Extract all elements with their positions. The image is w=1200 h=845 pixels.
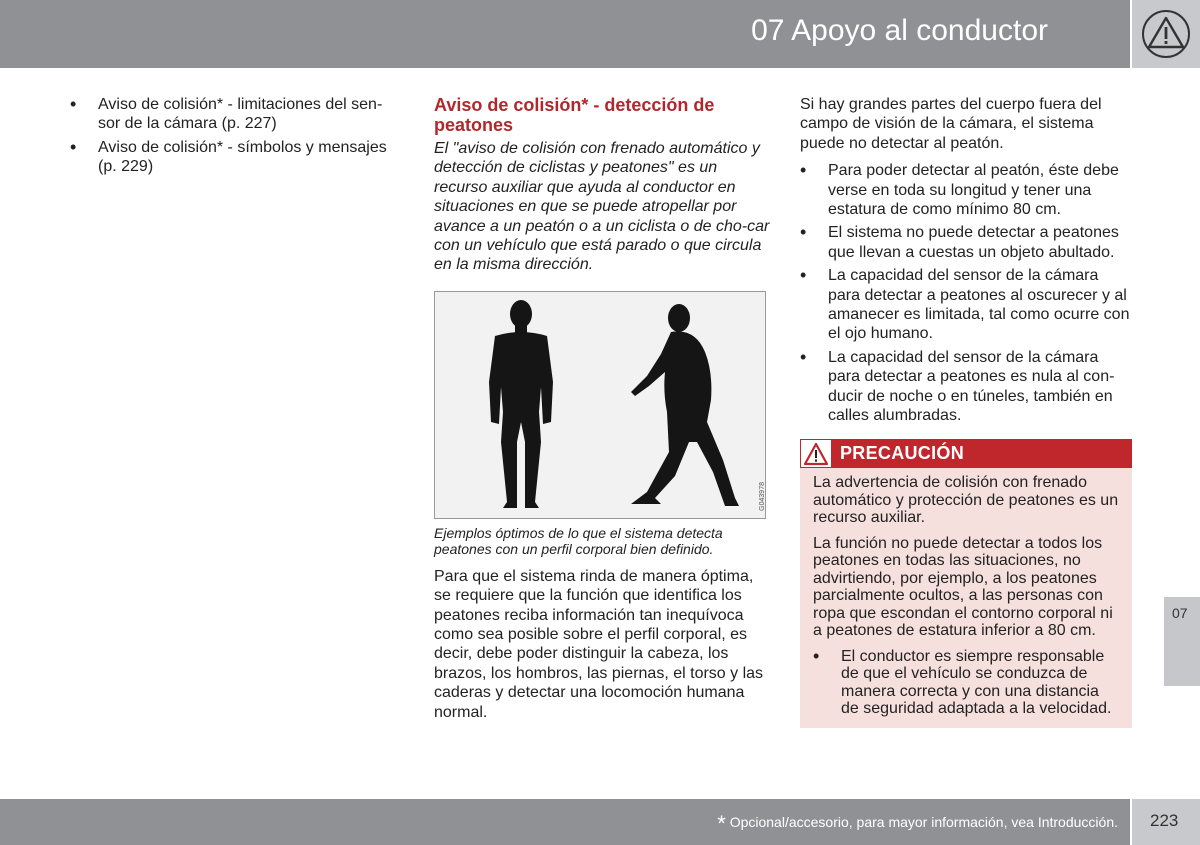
caution-icon-box [800,439,832,468]
related-links-list [70,95,395,177]
caution-list [813,648,1120,718]
left-column [70,95,395,181]
list-item: • La capacidad del sensor de la cámara para detectar a peatones es nula al con-ducir de noche o en túneles, también en calles alumbradas. [800,348,1134,426]
caution-paragraph: La advertencia de colisión con frenado automático y protección de peatones es un recurso auxiliar. [813,474,1119,526]
list-item: • La capacidad del sensor de la cámara para detectar a peatones al oscurecer y al amanecer es limitada, tal como ocurre con el ojo humano. [800,266,1134,344]
figure-code: G043978 [759,481,766,511]
chapter-title: 07 Apoyo al conductor [751,14,1048,47]
pedestrian-silhouettes [435,292,767,520]
footnote-text: Opcional/accesorio, para mayor información, vea Introducción. [729,814,1118,830]
chapter-tab-label: 07 [1172,605,1188,621]
caution-body [800,468,1132,718]
figure-caption: Ejemplos óptimos de lo que el sistema detecta peatones con un perfil corporal bien definido. [434,524,723,557]
warning-triangle-icon [803,442,829,466]
pedestrian-figure [434,291,766,519]
page-number: 223 [1150,811,1179,830]
list-item: • Para poder detectar al peatón, éste debe verse en toda su longitud y tener una estatura de como mínimo 80 cm. [800,161,1134,219]
caution-paragraph: La función no puede detectar a todos los peatones en todas las situaciones, no advirtiendo, por ejemplo, a los peatones parcialmente ocultos, a las personas con ropa que escondan el contorno corporal ni a peatones de estatura inferior a 80 cm. [813,534,1113,639]
page-number-box [1132,799,1200,845]
body-paragraph: Para que el sistema rinda de manera óptima, se requiere que la función que identifica los peatones reciba información tan inequívoca como sea posible sobre el perfil corporal, es decir, debe poder distinguir la cabeza, los brazos, los hombros, las piernas, el torso y las caderas y detectar una locomoción humana normal. [434,567,764,721]
caution-title: PRECAUCIÓN [840,443,965,463]
lead-paragraph: Si hay grandes partes del cuerpo fuera del campo de visión de la cámara, el sistema puede no detectar al peatón. [800,96,1102,152]
caution-header [800,439,1132,468]
footnote-star: * [717,811,726,836]
right-column [800,95,1134,430]
warning-triangle-icon [1141,9,1191,59]
header-icon-box [1132,0,1200,68]
list-item: • El conductor es siempre responsable de que el vehículo se conduzca de manera correcta y con una distancia de seguridad adaptada a la velocidad. [813,648,1120,718]
chapter-tab[interactable] [1164,597,1200,686]
list-item: • El sistema no puede detectar a peatones que llevan a cuestas un objeto abultado. [800,223,1134,262]
page-header [0,0,1130,68]
page-footer [0,799,1130,845]
limitations-list [800,161,1134,425]
section-title: Aviso de colisión* - detección de peatones [434,95,715,135]
footer-note [717,811,1118,837]
caution-box [800,439,1132,728]
list-item[interactable]: • Aviso de colisión* - limitaciones del sen-sor de la cámara (p. 227) [70,95,395,134]
list-item[interactable]: • Aviso de colisión* - símbolos y mensajes (p. 229) [70,138,395,177]
middle-column [434,95,770,722]
section-intro: El "aviso de colisión con frenado automático y detección de ciclistas y peatones" es un recurso auxiliar que ayuda al conductor en situaciones en que se puede atropellar por avance a un peatón o a un ciclista o de cho-car con un vehículo que está parado o que circula en la misma dirección. [434,140,770,274]
